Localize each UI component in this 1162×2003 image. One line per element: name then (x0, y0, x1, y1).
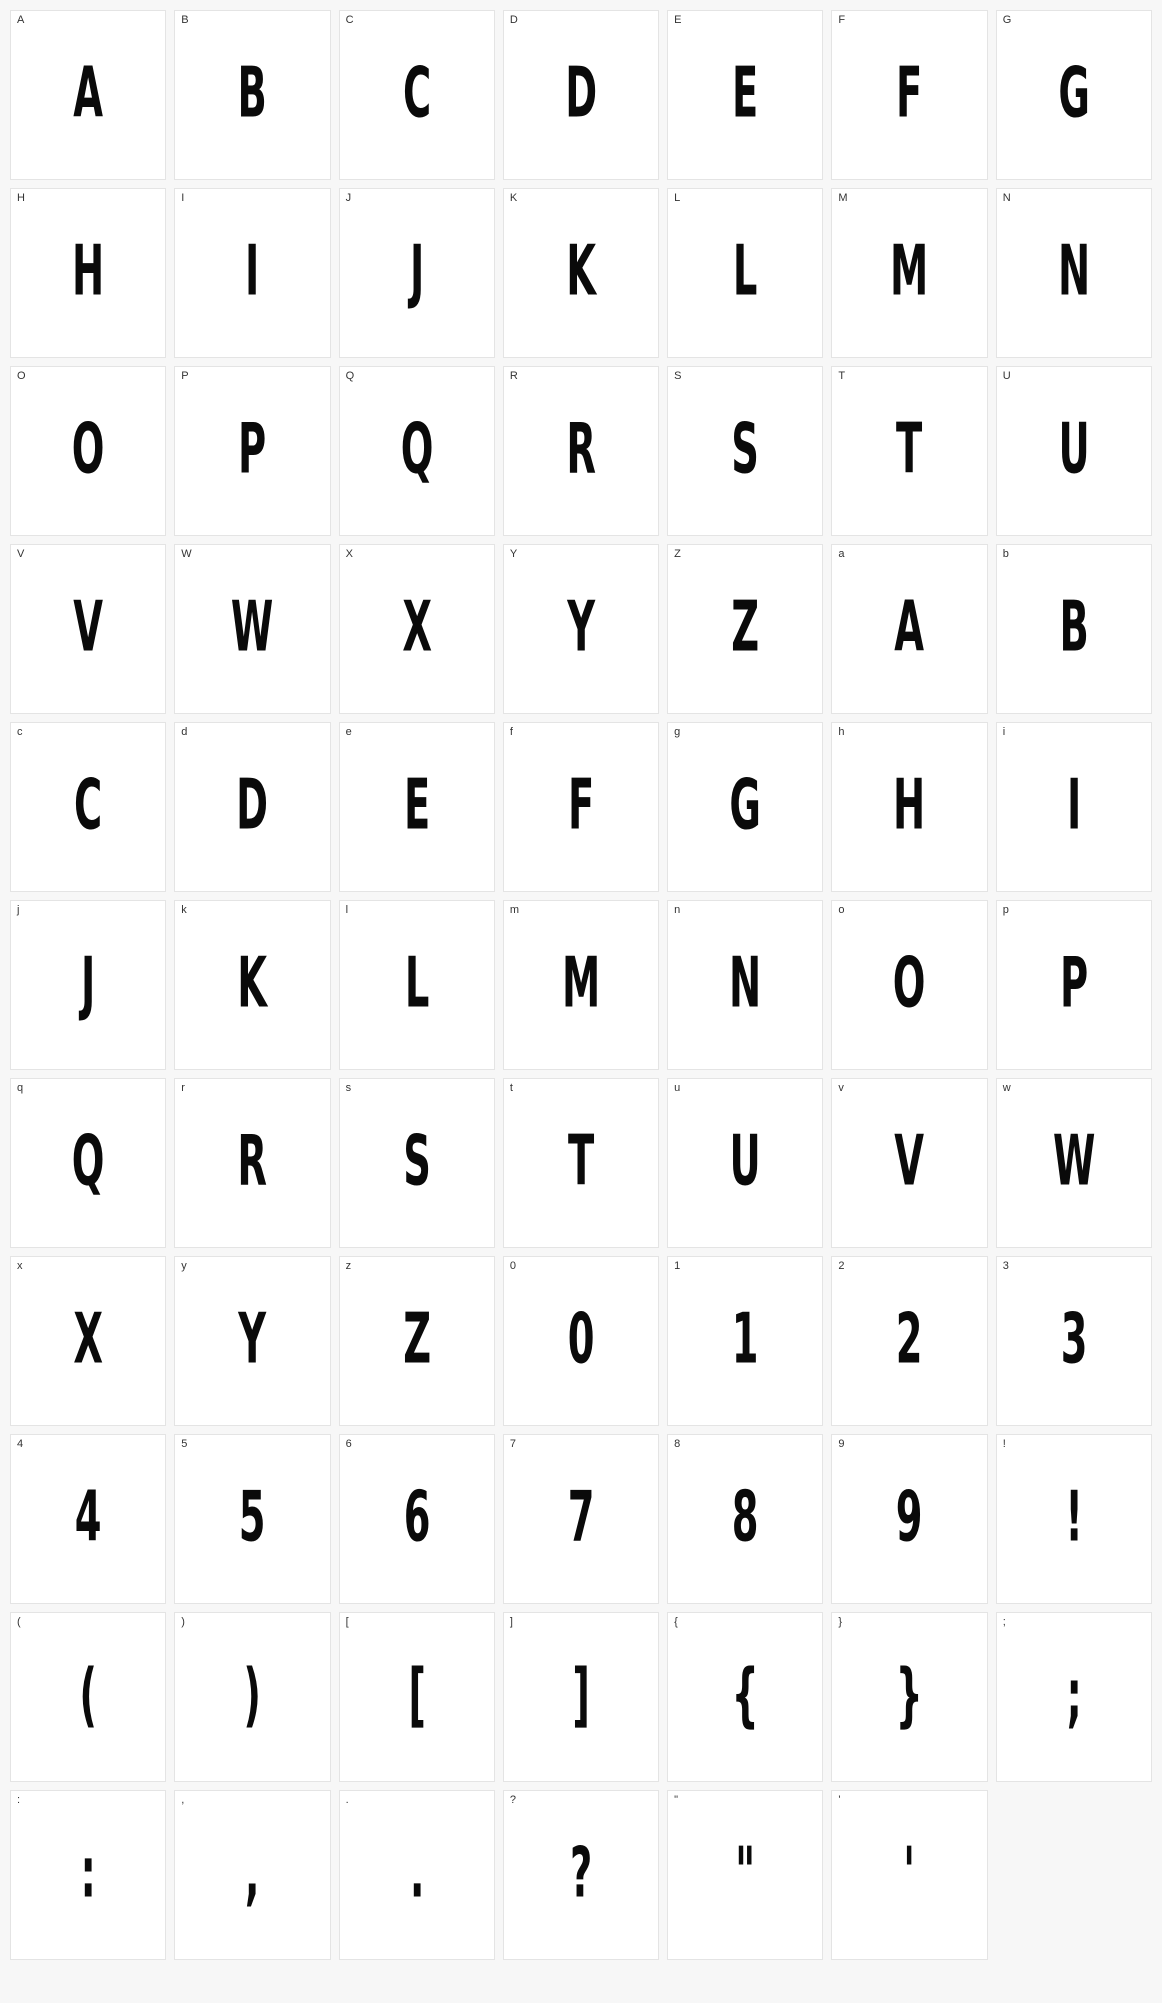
character-glyph: D (236, 763, 269, 846)
character-glyph: N (1057, 229, 1090, 312)
character-cell-empty (996, 1790, 1152, 1960)
character-glyph: D (565, 51, 597, 134)
character-glyph: : (80, 1831, 96, 1914)
character-cell[interactable] (667, 722, 823, 892)
character-glyph: A (894, 585, 925, 668)
character-glyph: H (893, 763, 926, 846)
character-cell[interactable] (10, 1612, 166, 1782)
character-label: 2 (838, 1260, 845, 1272)
character-glyph: ! (1065, 1475, 1083, 1558)
character-label: H (17, 192, 25, 204)
character-label: ( (17, 1616, 21, 1628)
character-label: g (674, 726, 681, 738)
character-glyph: 8 (731, 1475, 759, 1558)
character-cell[interactable] (339, 10, 495, 180)
character-glyph: 5 (239, 1475, 266, 1558)
character-glyph: { (731, 1653, 759, 1736)
character-glyph: K (566, 229, 596, 312)
character-cell[interactable] (503, 10, 659, 180)
character-glyph: J (80, 941, 96, 1024)
character-glyph: 9 (896, 1475, 923, 1558)
character-cell[interactable] (667, 1612, 823, 1782)
character-glyph: ( (79, 1653, 97, 1736)
character-label: Y (509, 548, 518, 560)
character-glyph: 0 (567, 1297, 595, 1380)
character-label: T (838, 370, 846, 382)
character-label: 8 (674, 1438, 681, 1450)
character-label: O (17, 370, 26, 382)
character-cell[interactable] (10, 1790, 166, 1960)
character-glyph: B (237, 51, 268, 134)
character-label: 9 (838, 1438, 845, 1450)
character-cell[interactable] (996, 1078, 1152, 1248)
character-label: ? (509, 1794, 516, 1806)
character-cell[interactable] (667, 188, 823, 358)
character-label: R (509, 370, 518, 382)
character-glyph: A (73, 51, 104, 134)
character-cell[interactable] (831, 366, 987, 536)
character-label: 3 (1002, 1260, 1009, 1272)
character-cell[interactable] (503, 1078, 659, 1248)
character-cell[interactable] (339, 722, 495, 892)
character-glyph: F (567, 763, 595, 846)
character-glyph: E (403, 763, 430, 846)
character-cell[interactable] (996, 900, 1152, 1070)
character-cell[interactable] (174, 722, 330, 892)
character-cell[interactable] (503, 1612, 659, 1782)
character-cell[interactable] (831, 900, 987, 1070)
character-label: 6 (345, 1438, 352, 1450)
character-label: e (345, 726, 352, 738)
character-glyph: ] (572, 1653, 590, 1736)
character-label: w (1002, 1082, 1011, 1094)
character-label: Z (674, 548, 681, 560)
character-label: j (17, 904, 20, 916)
character-cell[interactable] (996, 1612, 1152, 1782)
character-glyph: 6 (403, 1475, 431, 1558)
character-glyph: Z (402, 1297, 431, 1380)
character-label: a (838, 548, 845, 560)
character-glyph: G (1058, 51, 1090, 134)
character-label: V (17, 548, 25, 560)
character-label: , (181, 1794, 185, 1806)
character-cell[interactable] (503, 1434, 659, 1604)
character-cell[interactable] (996, 722, 1152, 892)
character-label: u (674, 1082, 681, 1094)
character-label: t (509, 1082, 513, 1094)
character-cell[interactable] (503, 722, 659, 892)
character-glyph: ? (569, 1831, 593, 1914)
character-label: A (17, 14, 25, 26)
character-label: ; (1002, 1616, 1006, 1628)
character-cell[interactable] (174, 1078, 330, 1248)
character-glyph: J (409, 229, 424, 312)
character-label: D (509, 14, 518, 26)
character-glyph: . (409, 1831, 425, 1914)
character-glyph: T (567, 1119, 595, 1202)
character-label: m (509, 904, 520, 916)
character-label: c (17, 726, 23, 738)
character-glyph: X (401, 585, 432, 668)
character-glyph: ) (243, 1653, 262, 1736)
character-cell[interactable] (831, 544, 987, 714)
character-label: P (181, 370, 189, 382)
character-glyph: 2 (896, 1297, 923, 1380)
character-cell[interactable] (174, 188, 330, 358)
character-glyph: O (71, 407, 105, 490)
character-glyph: U (729, 1119, 761, 1202)
character-label: ! (1002, 1438, 1006, 1450)
character-glyph: } (895, 1653, 924, 1736)
character-label: C (345, 14, 354, 26)
character-glyph: X (73, 1297, 103, 1380)
character-label: 5 (181, 1438, 188, 1450)
character-label: p (1002, 904, 1009, 916)
character-cell[interactable] (10, 1256, 166, 1426)
character-cell[interactable] (831, 1790, 987, 1960)
character-cell[interactable] (831, 1078, 987, 1248)
character-label: : (17, 1794, 21, 1806)
character-cell[interactable] (339, 544, 495, 714)
character-label: G (1002, 14, 1012, 26)
character-cell[interactable] (174, 1612, 330, 1782)
character-glyph: S (402, 1119, 431, 1202)
character-glyph: Q (71, 1119, 105, 1202)
character-glyph: 1 (731, 1297, 759, 1380)
character-cell[interactable] (339, 1434, 495, 1604)
character-glyph: I (1066, 763, 1082, 846)
character-label: v (838, 1082, 844, 1094)
character-glyph: ' (903, 1831, 916, 1914)
character-glyph: H (72, 229, 105, 312)
character-cell[interactable] (174, 366, 330, 536)
character-glyph: N (729, 941, 762, 1024)
character-label: M (838, 192, 848, 204)
character-glyph: " (735, 1831, 756, 1914)
character-cell[interactable] (10, 722, 166, 892)
character-cell[interactable] (996, 366, 1152, 536)
character-label: 1 (674, 1260, 681, 1272)
character-cell[interactable] (996, 10, 1152, 180)
character-cell[interactable] (996, 1256, 1152, 1426)
character-label: f (509, 726, 513, 738)
character-label: 7 (509, 1438, 516, 1450)
character-label: i (1002, 726, 1006, 738)
character-cell[interactable] (10, 544, 166, 714)
character-glyph: Y (567, 585, 595, 668)
character-label: J (345, 192, 352, 204)
character-glyph: F (896, 51, 923, 134)
character-cell[interactable] (10, 188, 166, 358)
character-glyph: 3 (1060, 1297, 1088, 1380)
character-label: x (17, 1260, 23, 1272)
character-label: X (345, 548, 353, 560)
character-label: k (181, 904, 187, 916)
character-cell[interactable] (831, 188, 987, 358)
character-label: n (674, 904, 681, 916)
character-label: F (838, 14, 846, 26)
character-cell[interactable] (503, 366, 659, 536)
character-label: b (1002, 548, 1009, 560)
character-label: U (1002, 370, 1011, 382)
character-cell[interactable] (503, 1790, 659, 1960)
character-label: 4 (17, 1438, 24, 1450)
character-cell[interactable] (831, 1434, 987, 1604)
character-glyph: B (1059, 585, 1089, 668)
character-label: ' (838, 1794, 841, 1806)
character-cell[interactable] (10, 1434, 166, 1604)
character-label: S (674, 370, 682, 382)
character-cell[interactable] (667, 10, 823, 180)
character-glyph: W (231, 585, 274, 668)
character-label: K (509, 192, 518, 204)
character-glyph: U (1058, 407, 1090, 490)
character-cell[interactable] (503, 544, 659, 714)
character-cell[interactable] (831, 1256, 987, 1426)
character-label: B (181, 14, 189, 26)
character-cell[interactable] (174, 900, 330, 1070)
character-glyph: C (402, 51, 431, 134)
character-glyph: W (1052, 1119, 1096, 1202)
character-label: s (345, 1082, 352, 1094)
character-label: { (674, 1616, 678, 1628)
character-glyph: R (237, 1119, 268, 1202)
character-label: o (838, 904, 845, 916)
character-cell[interactable] (10, 1078, 166, 1248)
character-cell[interactable] (339, 1612, 495, 1782)
character-cell[interactable] (174, 544, 330, 714)
character-glyph: R (566, 407, 596, 490)
character-cell[interactable] (996, 1434, 1152, 1604)
character-label: L (674, 192, 681, 204)
character-glyph: T (896, 407, 923, 490)
character-cell[interactable] (339, 188, 495, 358)
character-cell[interactable] (996, 188, 1152, 358)
character-label: r (181, 1082, 185, 1094)
character-label: ] (509, 1616, 513, 1628)
character-cell[interactable] (339, 1078, 495, 1248)
character-glyph: G (729, 763, 762, 846)
character-glyph: , (245, 1831, 260, 1914)
character-cell[interactable] (667, 544, 823, 714)
character-label: z (345, 1260, 352, 1272)
character-glyph: S (731, 407, 760, 490)
character-label: W (181, 548, 192, 560)
character-cell[interactable] (174, 1434, 330, 1604)
character-cell[interactable] (339, 900, 495, 1070)
character-cell[interactable] (174, 1790, 330, 1960)
character-cell[interactable] (503, 188, 659, 358)
character-cell[interactable] (339, 1790, 495, 1960)
character-glyph: E (732, 51, 759, 134)
character-cell[interactable] (667, 1434, 823, 1604)
character-label: 0 (509, 1260, 516, 1272)
character-glyph: P (238, 407, 267, 490)
character-glyph: M (890, 229, 929, 312)
character-glyph: O (893, 941, 926, 1024)
character-label: d (181, 726, 188, 738)
character-cell[interactable] (503, 900, 659, 1070)
character-glyph: Y (238, 1297, 267, 1380)
character-label: } (838, 1616, 843, 1628)
character-glyph: P (1059, 941, 1088, 1024)
character-label: I (181, 192, 185, 204)
character-label: y (181, 1260, 187, 1272)
character-cell[interactable] (667, 1790, 823, 1960)
character-cell[interactable] (339, 1256, 495, 1426)
character-cell[interactable] (667, 366, 823, 536)
character-cell[interactable] (667, 900, 823, 1070)
character-glyph: [ (407, 1653, 426, 1736)
character-cell[interactable] (831, 722, 987, 892)
character-cell[interactable] (10, 366, 166, 536)
character-label: E (674, 14, 682, 26)
character-cell[interactable] (667, 1256, 823, 1426)
character-cell[interactable] (10, 10, 166, 180)
character-glyph: 7 (567, 1475, 595, 1558)
character-glyph: K (237, 941, 268, 1024)
character-cell[interactable] (339, 366, 495, 536)
character-label: [ (345, 1616, 349, 1628)
character-glyph: V (73, 585, 104, 668)
character-label: h (838, 726, 845, 738)
character-glyph: L (733, 229, 758, 312)
character-label: Q (345, 370, 355, 382)
character-cell[interactable] (996, 544, 1152, 714)
character-label: l (345, 904, 349, 916)
character-label: q (17, 1082, 24, 1094)
character-glyph: 4 (74, 1475, 102, 1558)
character-label: ) (181, 1616, 185, 1628)
character-glyph: Z (731, 585, 760, 668)
character-cell[interactable] (10, 900, 166, 1070)
character-cell[interactable] (831, 1612, 987, 1782)
character-cell[interactable] (174, 1256, 330, 1426)
character-cell[interactable] (831, 10, 987, 180)
character-glyph: V (894, 1119, 925, 1202)
character-glyph: I (245, 229, 260, 312)
character-cell[interactable] (503, 1256, 659, 1426)
character-cell[interactable] (667, 1078, 823, 1248)
character-label: . (345, 1794, 349, 1806)
character-label: " (674, 1794, 679, 1806)
character-glyph: C (74, 763, 103, 846)
character-glyph: M (561, 941, 601, 1024)
character-label: N (1002, 192, 1011, 204)
character-grid (10, 10, 1152, 1960)
character-cell[interactable] (174, 10, 330, 180)
character-glyph: Q (400, 407, 434, 490)
character-glyph: L (404, 941, 429, 1024)
character-glyph: ; (1066, 1653, 1082, 1736)
